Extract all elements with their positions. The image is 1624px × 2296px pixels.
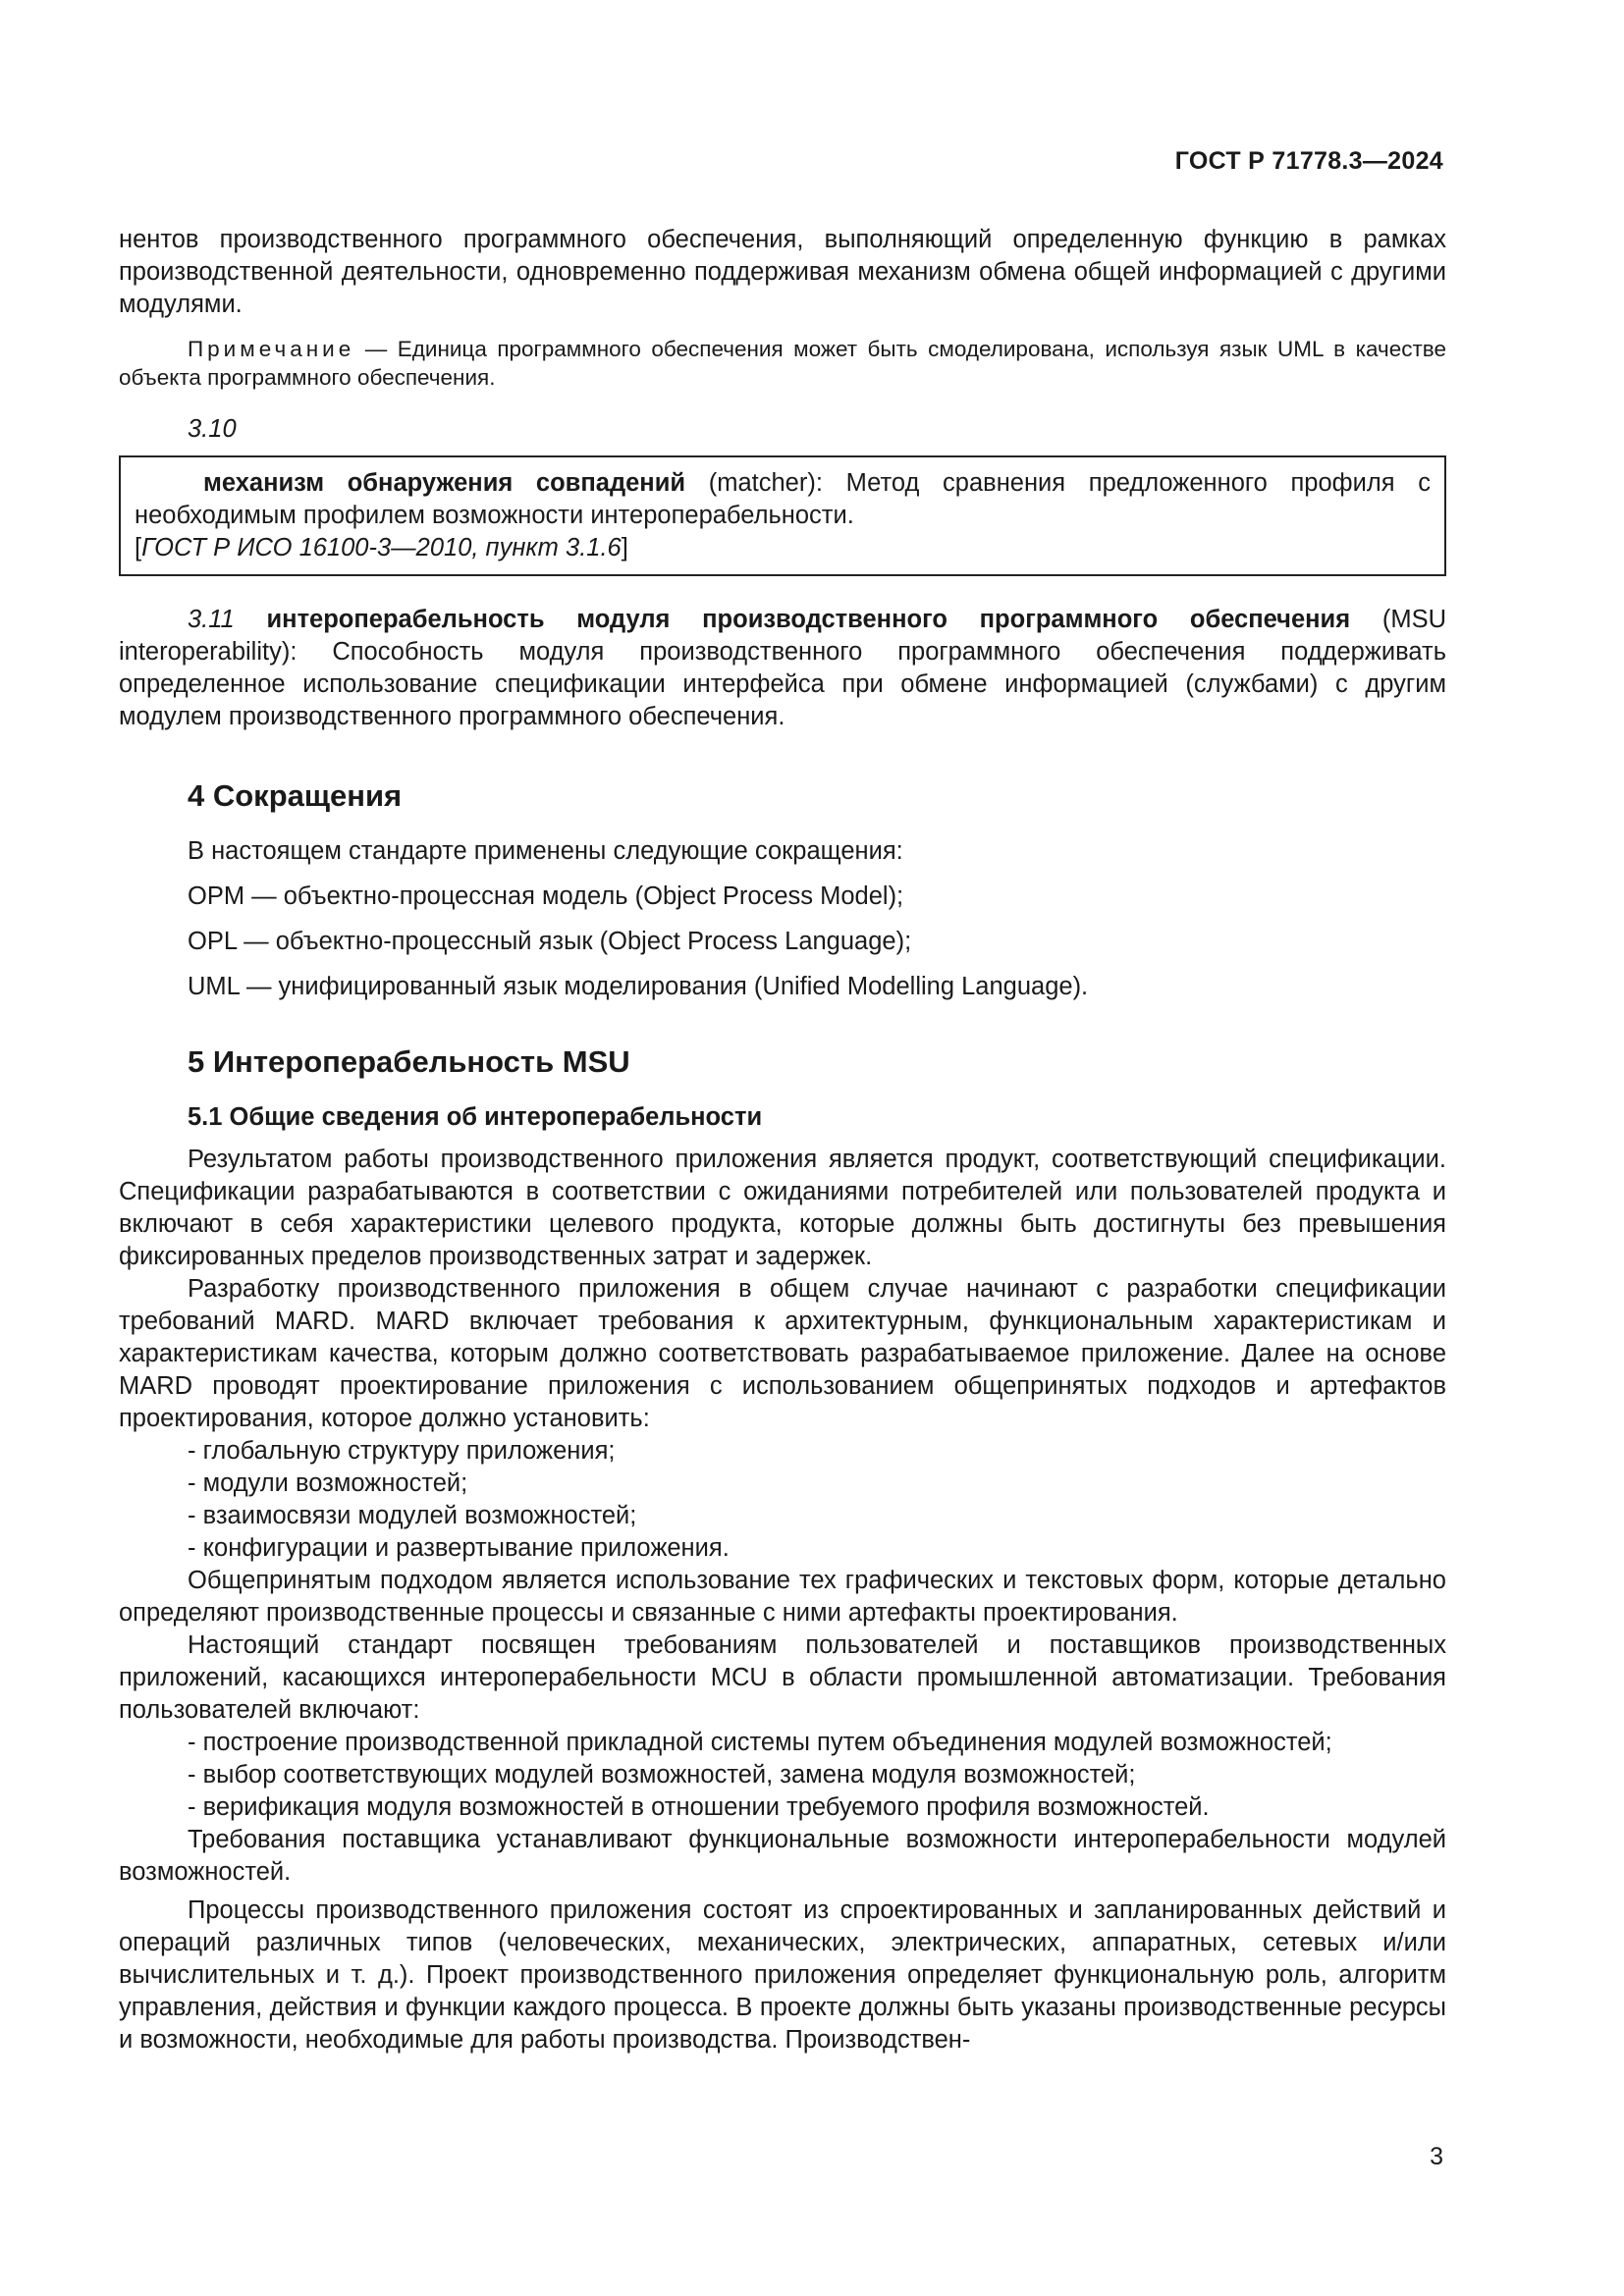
- page-number: 3: [1430, 2143, 1443, 2170]
- term-3-11-term: интероперабельность модуля производственного программного обеспечения: [266, 606, 1351, 633]
- page-content: [119, 224, 1446, 2056]
- section-4-heading: 4 Сокращения: [188, 778, 403, 813]
- design-list: [119, 1435, 1446, 1565]
- ref-source: ГОСТ Р ИСО 16100-3—2010, пункт 3.1.6: [141, 534, 622, 561]
- term-3-10-box: [119, 455, 1446, 576]
- user-requirements-list: [119, 1727, 1446, 1824]
- note-text: — Единица программного обеспечения может быть смоделирована, используя язык UML в качестве объекта программного обеспечения.: [119, 337, 1446, 390]
- paragraph: Общепринятым подходом является использование тех графических и текстовых форм, которые детально определяют производственные процессы и связанные с ними артефакты проектирования.: [119, 1567, 1446, 1627]
- abbreviation-item: OPM — объектно-процессная модель (Object Process Model);: [188, 882, 904, 910]
- paragraph: Требования поставщика устанавливают функциональные возможности интероперабельности модулей возможностей.: [119, 1826, 1446, 1886]
- term-3-11: [119, 604, 1446, 733]
- continuation-paragraph: нентов производственного программного обеспечения, выполняющий определенную функцию в рамках производственной деятельности, одновременно поддерживая механизм обмена общей информацией с другими модулями.: [119, 226, 1446, 318]
- term-3-11-number: 3.11: [188, 606, 235, 633]
- abbreviation-item: UML — унифицированный язык моделирования (Unified Modelling Language).: [188, 973, 1089, 1000]
- section-5-1-heading: 5.1 Общие сведения об интероперабельности: [188, 1103, 763, 1131]
- term-3-10-definition: [135, 467, 1431, 532]
- note: [119, 335, 1446, 392]
- paragraph: Результатом работы производственного приложения является продукт, соответствующий спецификации. Спецификации разрабатываются в соответствии с ожиданиями потребителей или пользователей продукта и включают в себя характеристики целевого продукта, которые должны быть достигнуты без превышения фиксированных пределов производственных затрат и задержек.: [119, 1146, 1446, 1270]
- list-item: - выбор соответствующих модулей возможностей, замена модуля возможностей;: [188, 1761, 1136, 1789]
- list-item: - конфигурации и развертывание приложения.: [188, 1534, 730, 1562]
- abbreviations-intro: В настоящем стандарте применены следующие сокращения:: [188, 837, 903, 865]
- term-3-11-text: (MSU interoperability): Способность модуля производственного программного обеспечения поддерживать определенное использование спецификации интерфейса при обмене информацией (службами) с другим модулем производственного программного обеспечения.: [119, 606, 1447, 730]
- term-3-10-term: механизм обнаружения совпадений: [203, 469, 686, 497]
- term-3-10-text: (matcher): Метод сравнения предложенного профиля с необходимым профилем возможности интероперабельности.: [135, 469, 1431, 529]
- section-5-heading: 5 Интероперабельность MSU: [188, 1044, 630, 1079]
- list-item: - верификация модуля возможностей в отношении требуемого профиля возможностей.: [188, 1793, 1210, 1821]
- ref-close-bracket: ]: [621, 534, 628, 561]
- list-item: - модули возможностей;: [188, 1469, 468, 1497]
- paragraph: Процессы производственного приложения состоят из спроектированных и запланированных действий и операций различных типов (человеческих, механических, электрических, аппаратных, сетевых и/или вычислительных и т. д.). Проект производственного приложения определяет функциональную роль, алгоритм управления, действия и функции каждого процесса. В проекте должны быть указаны производственные ресурсы и возможности, необходимые для работы производства. Производствен-: [119, 1896, 1446, 2054]
- list-item: - взаимосвязи модулей возможностей;: [188, 1502, 637, 1529]
- list-item: - построение производственной прикладной системы путем объединения модулей возможностей;: [188, 1729, 1332, 1756]
- list-item: - глобальную структуру приложения;: [188, 1437, 616, 1465]
- term-3-10-reference: [135, 532, 1431, 564]
- paragraph: Разработку производственного приложения в общем случае начинают с разработки спецификации требований MARD. MARD включает требования к архитектурным, функциональным характеристикам и характеристикам качества, которым должно соответствовать разрабатываемое приложение. Далее на основе MARD проводят проектирование приложения с использованием общепринятых подходов и артефактов проектирования, которое должно установить:: [119, 1275, 1446, 1432]
- abbreviation-item: OPL — объектно-процессный язык (Object Process Language);: [188, 928, 912, 955]
- term-3-10-number: 3.10: [188, 415, 237, 443]
- ref-open-bracket: [: [135, 534, 142, 561]
- paragraph: Настоящий стандарт посвящен требованиям пользователей и поставщиков производственных приложений, касающихся интероперабельности MCU в области промышленной автоматизации. Требования пользователей включают:: [119, 1631, 1446, 1724]
- note-label: Примечание: [188, 337, 355, 361]
- document-header: ГОСТ Р 71778.3—2024: [1174, 147, 1443, 175]
